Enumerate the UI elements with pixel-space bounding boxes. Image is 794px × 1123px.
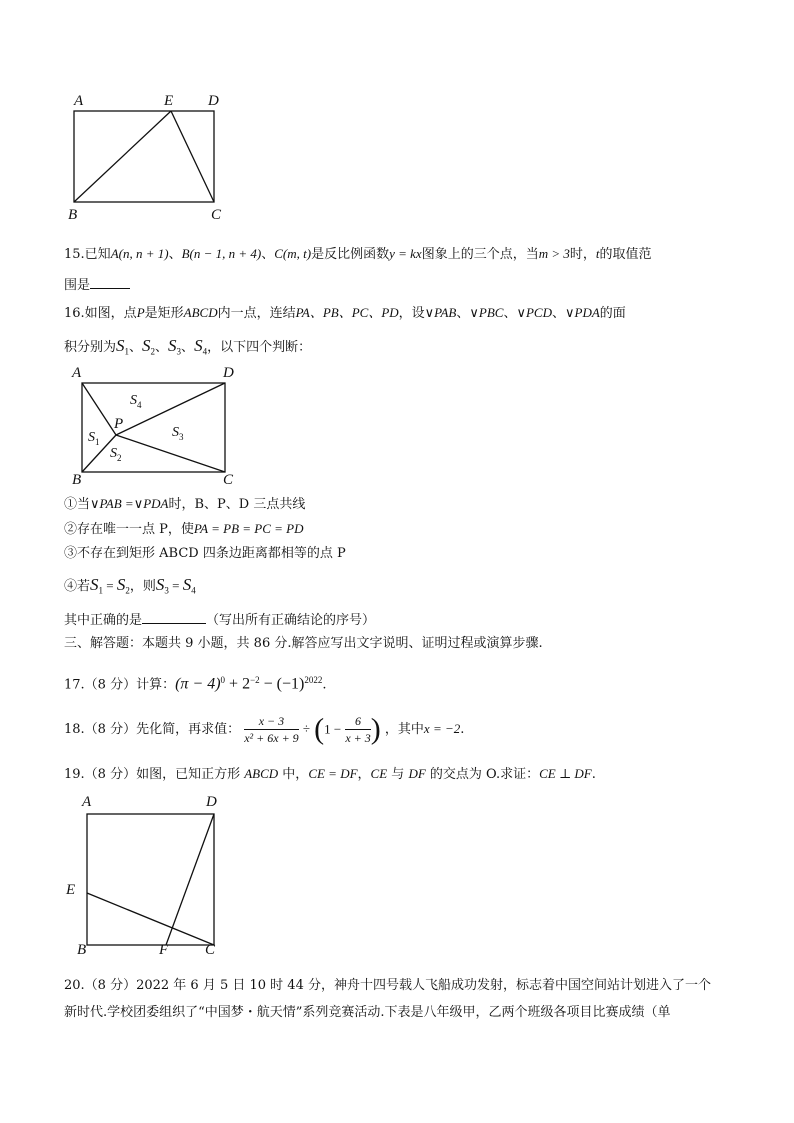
q19-expr: CE [370, 766, 388, 781]
section-3-heading: 三、解答题：本题共 9 小题，共 86 分.解答应写出文字说明、证明过程或演算步骤. [64, 636, 543, 651]
q17-expr: − (−1) [259, 675, 305, 693]
q16-sep: 、 [456, 306, 470, 321]
q18-paren-open: ( [314, 712, 325, 746]
q16-sep: 、 [503, 306, 517, 321]
q16-area-s1: S [116, 336, 125, 355]
q16-judgement-2 [64, 519, 304, 540]
q15-line2 [64, 274, 130, 296]
q18-text: ，其中 [384, 722, 424, 737]
q16-area-sub: 1 [98, 585, 104, 596]
q16-sep: 、 [129, 340, 143, 355]
fig16-s-index: 4 [137, 399, 142, 410]
q16-triangle: ∨PAB [424, 305, 457, 320]
q15-text: 15.已知 [64, 247, 111, 262]
fig16-label-p: P [114, 416, 124, 432]
q16-text: ④若 [64, 579, 91, 594]
q15-var-t: t [595, 246, 600, 261]
fig19-label-a: A [82, 794, 92, 810]
q16-area-sub: 1 [124, 346, 130, 357]
q20-line2: 新时代.学校团委组织了“中国梦・航天情”系列竞赛活动.下表是八年级甲，乙两个班级各项目比赛成绩（单 [64, 1005, 671, 1020]
q16-area: S [90, 575, 99, 594]
fig14-label-e: E [164, 93, 174, 109]
q16-text: 积分别为 [64, 340, 117, 355]
q15-point-a: A(n, n + 1) [110, 246, 169, 261]
fig16-label-s2 [110, 446, 122, 463]
q18-text: 18.（8 分）先化简，再求值： [64, 722, 241, 737]
q18-fraction-1 [244, 713, 298, 746]
q16-area-sub: 3 [164, 585, 169, 596]
fig16-label-b: B [72, 472, 82, 488]
fig16-label-d: D [223, 365, 234, 381]
fig16-s-index: 3 [179, 431, 184, 442]
q19-text: ， [357, 767, 371, 782]
q15-function: y = kx [389, 246, 422, 261]
fig19-label-d: D [206, 794, 217, 810]
q15-text: 时， [569, 247, 596, 262]
q18-line [64, 712, 464, 747]
q16-area-sub: 4 [191, 585, 196, 596]
q16-text: 时，B、P、D 三点共线 [168, 497, 306, 512]
fig19-label-b: B [77, 942, 87, 958]
fig16-s-letter: S [110, 446, 117, 461]
fig19-label-f: F [159, 942, 169, 958]
fig16-s-index: 2 [117, 452, 122, 463]
fig19-label-c: C [205, 942, 216, 958]
fig16-label-s1 [88, 430, 100, 447]
q19-text: 中， [278, 767, 309, 782]
q16-area-s2: S [142, 336, 151, 355]
q18-text: . [460, 722, 465, 737]
q19-text: 19.（8 分）如图，已知正方形 [64, 767, 245, 782]
q16-text: ①当 [64, 497, 91, 512]
q16-sep: 、 [551, 306, 565, 321]
q16-text: ，则 [129, 579, 156, 594]
q16-line2 [64, 336, 311, 362]
q16-judgement-4 [64, 575, 196, 601]
q16-area-sub: 4 [202, 346, 208, 357]
q16-text: （写出所有正确结论的序号） [206, 613, 376, 628]
q16-text: 的面 [599, 306, 626, 321]
q18-numerator: x − 3 [244, 713, 298, 730]
q18-numerator: 6 [345, 713, 370, 730]
fig16-label-s4 [130, 393, 142, 410]
q15-text: 图象上的三个点，当 [421, 247, 539, 262]
q20-line1: 20.（8 分）2022 年 6 月 5 日 10 时 44 分，神舟十四号载人飞船成功发射，标志着中国空间站计划进入了一个 [64, 978, 711, 993]
fig14-label-d: D [208, 93, 219, 109]
q16-text: 是矩形 [144, 306, 184, 321]
q19-expr: CE = DF [308, 766, 358, 781]
q18-one-minus: 1 − [324, 721, 342, 737]
q16-text: ，设 [398, 306, 425, 321]
q15-sep: 、 [261, 247, 275, 262]
q16-rect-name: ABCD [183, 305, 218, 320]
q16-text: 16.如图，点 [64, 306, 137, 321]
q17-text: 17.（8 分）计算： [64, 677, 176, 693]
q15-sep: 、 [168, 247, 182, 262]
fig14-label-b: B [68, 207, 78, 223]
q17-exponent: 0 [220, 675, 226, 685]
q15-text: 围是 [64, 278, 91, 293]
fig16-label-c: C [223, 472, 234, 488]
fig16-s-letter: S [172, 425, 179, 440]
q16-area-s4: S [194, 336, 203, 355]
q15-condition: m > 3 [538, 246, 570, 261]
q16-text: 其中正确的是 [64, 613, 143, 628]
q16-area-sub: 2 [150, 346, 156, 357]
q18-divide: ÷ [302, 721, 310, 736]
q16-area-sub: 2 [125, 585, 130, 596]
q17-expr: + 2 [225, 675, 251, 693]
fig16-s-letter: S [130, 393, 137, 408]
q16-line1 [64, 303, 626, 324]
q19-expr: CE ⊥ DF [539, 766, 592, 781]
q19-text: 的交点为 O.求证： [425, 767, 540, 782]
q18-denominator: x + 3 [345, 731, 371, 745]
q18-denominator: x² + 6x + 9 [244, 731, 299, 745]
q16-equals: = [168, 578, 183, 593]
q16-sep: 、 [181, 340, 195, 355]
q15-point-c: C(m, t) [274, 246, 312, 261]
q16-text: ，以下四个判断： [207, 340, 312, 355]
q16-answer-blank[interactable] [142, 609, 206, 624]
figure-square-abcd [78, 805, 228, 950]
q17-line [64, 670, 327, 695]
q19-expr: DF [408, 766, 426, 781]
q19-text: . [591, 767, 596, 782]
q16-triangle: ∨PBC [469, 305, 504, 320]
figure-rectangle-abcd-e [62, 92, 232, 232]
q18-condition: x = −2 [423, 721, 461, 736]
q18-fraction-2 [345, 713, 370, 746]
q16-expr: PA = PB = PC = PD [193, 521, 304, 536]
q15-answer-blank[interactable] [90, 274, 130, 289]
q16-area: S [116, 575, 126, 594]
q16-point-p: P [136, 305, 145, 320]
q16-triangle: ∨PCD [516, 305, 552, 320]
q19-line [64, 764, 596, 785]
q16-equals: = [103, 578, 117, 593]
q16-judgement-3 [64, 544, 346, 564]
fig16-label-s3 [172, 425, 184, 442]
fig16-s-letter: S [88, 430, 95, 445]
q17-exponent: −2 [250, 675, 260, 685]
q15-text: 的取值范 [599, 247, 652, 262]
q15-point-b: B(n − 1, n + 4) [181, 246, 262, 261]
q16-text: 内一点，连结 [217, 306, 296, 321]
q16-expr: ∨PAB =∨PDA [90, 496, 169, 511]
q16-text: ③不存在到矩形 ABCD 四条边距离都相等的点 P [64, 546, 346, 561]
q19-square: ABCD [244, 766, 279, 781]
q17-text: . [322, 677, 327, 693]
q17-expr: (π − 4) [175, 675, 221, 693]
q16-area: S [155, 575, 165, 594]
q18-paren-close: ) [370, 712, 381, 746]
q16-area: S [182, 575, 192, 594]
q16-judgement-1 [64, 494, 305, 515]
q16-text: ②存在唯一一点 P，使 [64, 522, 194, 537]
fig16-s-index: 1 [95, 436, 100, 447]
fig14-label-a: A [74, 93, 84, 109]
fig16-label-a: A [72, 365, 82, 381]
q16-area-sub: 3 [176, 346, 182, 357]
q16-answer-line [64, 609, 375, 631]
q16-sep: 、 [155, 340, 169, 355]
q16-area-s3: S [168, 336, 177, 355]
q15-text: 是反比例函数 [311, 247, 390, 262]
q19-text: 与 [387, 767, 409, 782]
q16-triangle: ∨PDA [564, 305, 600, 320]
q16-segments: PA、PB、PC、PD [295, 305, 399, 320]
q15-line1 [64, 244, 652, 265]
q17-exponent: 2022 [304, 675, 323, 685]
fig19-label-e: E [66, 882, 76, 898]
fig14-label-c: C [211, 207, 222, 223]
